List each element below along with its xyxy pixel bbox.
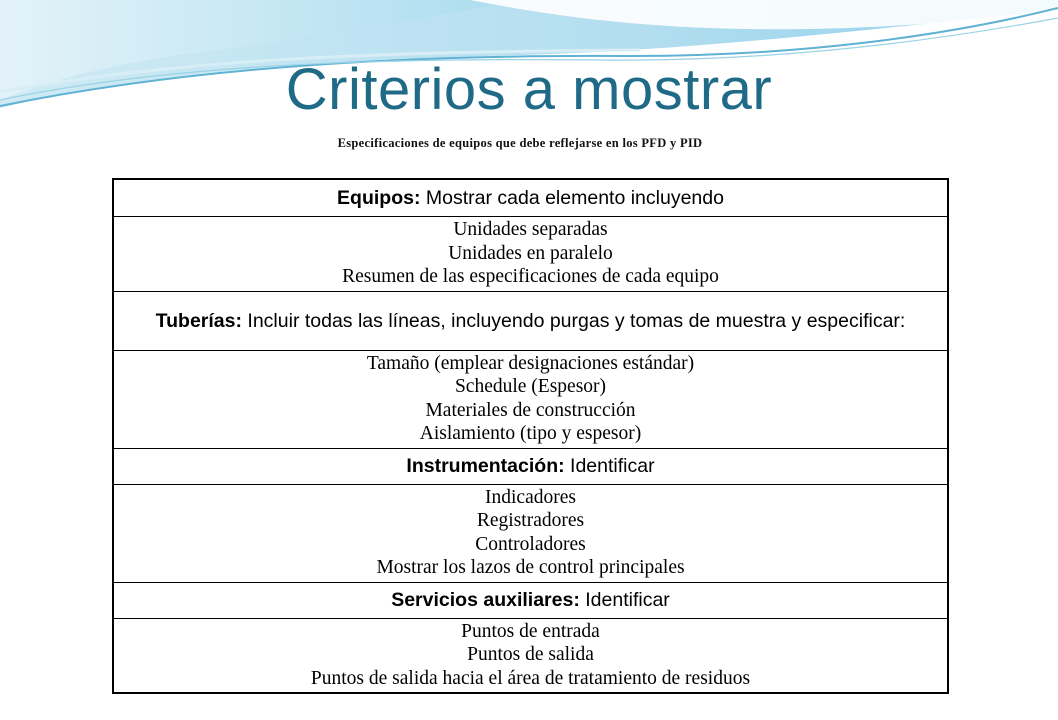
section-header-row xyxy=(113,179,948,217)
table-caption: Especificaciones de equipos que debe reflejarse en los PFD y PID xyxy=(337,136,703,150)
list-item: Puntos de entrada xyxy=(461,620,600,642)
list-item: Unidades separadas xyxy=(453,219,608,240)
section-header-bold: Instrumentación: xyxy=(406,455,565,477)
section-header-row xyxy=(113,291,948,350)
slide-title: Criterios a mostrar xyxy=(285,57,773,122)
section-header-tuberias xyxy=(113,291,948,350)
section-items-instrumentacion xyxy=(113,484,948,582)
section-header-instrumentacion xyxy=(113,448,948,484)
list-item: Registradores xyxy=(476,510,585,531)
specifications-table xyxy=(112,178,949,694)
section-items-servicios xyxy=(113,618,948,693)
list-item: Unidades en paralelo xyxy=(448,242,613,264)
section-items-row xyxy=(113,217,948,292)
list-item: Resumen de las especificaciones de cada equipo xyxy=(342,266,719,287)
section-header-text: Incluir todas las líneas, incluyendo purgas y tomas de muestra y especificar: xyxy=(242,309,906,332)
specifications-table-image xyxy=(84,125,956,710)
section-header-equipos xyxy=(113,179,948,217)
list-item: Controladores xyxy=(475,533,586,555)
list-item: Indicadores xyxy=(485,486,576,508)
section-header-bold: Tuberías: xyxy=(155,309,242,332)
section-items-tuberias xyxy=(113,350,948,448)
list-item: Aislamiento (tipo y espesor) xyxy=(419,423,642,444)
section-header-text: Mostrar cada elemento incluyendo xyxy=(420,187,724,209)
section-header-bold: Servicios auxiliares: xyxy=(391,589,580,611)
list-item: Mostrar los lazos de control principales xyxy=(376,557,685,578)
section-header-row xyxy=(113,582,948,618)
list-item: Tamaño (emplear designaciones estándar) xyxy=(366,352,695,374)
section-header-text: Identificar xyxy=(564,455,655,477)
list-item: Puntos de salida hacia el área de tratamiento de residuos xyxy=(310,667,751,689)
list-item: Materiales de construcción xyxy=(425,399,636,421)
section-header-text: Identificar xyxy=(579,589,670,611)
list-item: Schedule (Espesor) xyxy=(454,376,607,397)
section-items-equipos xyxy=(113,217,948,292)
section-header-servicios xyxy=(113,582,948,618)
section-items-row xyxy=(113,350,948,448)
section-items-row xyxy=(113,484,948,582)
section-header-bold: Equipos: xyxy=(337,187,421,209)
section-items-row xyxy=(113,618,948,693)
list-item: Puntos de salida xyxy=(467,644,594,665)
section-header-row xyxy=(113,448,948,484)
